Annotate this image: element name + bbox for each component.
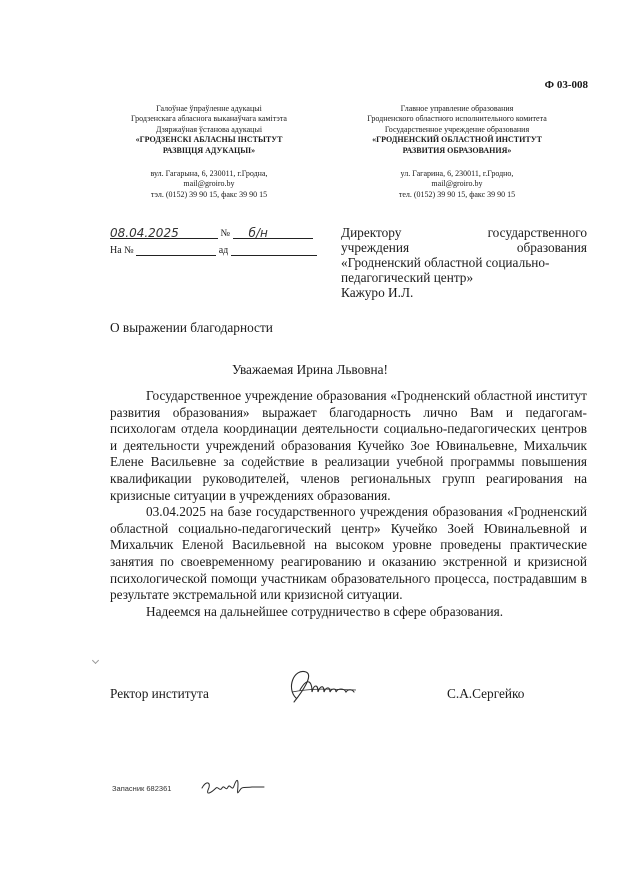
form-code: Ф 03-008 bbox=[544, 79, 588, 91]
header-right-line1: Главное управление образования bbox=[400, 104, 514, 113]
address-right bbox=[342, 169, 572, 200]
recipient-block bbox=[341, 225, 587, 300]
footer-note: Запасник 682361 bbox=[112, 784, 172, 793]
address-left bbox=[94, 169, 324, 200]
signatory-role: Ректор института bbox=[110, 686, 209, 701]
address-right-phone: тел. (0152) 39 90 15, факс 39 90 15 bbox=[398, 189, 516, 199]
body-paragraph-1: Государственное учреждение образования «Гродненский областной институт развития образования» выражает благодарность лично Вам и педагогам-психологам отдела координации деятельности социально-педагогических центров и деятельности учреждений образования Кучейко Зое Ювинальевне, Михальчик Елене Васильевне за содействие в реализации учебной программы повышения квалификации руководителей, членов региональных групп реагирования на кризисные ситуации в учреждениях образования. bbox=[110, 388, 587, 503]
registration-line-incoming bbox=[110, 243, 317, 256]
recipient-line5: Кажуро И.Л. bbox=[341, 285, 414, 300]
incoming-date-field bbox=[231, 243, 317, 256]
letter-body bbox=[110, 388, 587, 620]
header-left-line4: «ГРОДЗЕНСКІ АБЛАСНЫ ІНСТЫТУТ bbox=[135, 135, 283, 145]
letter-greeting: Уважаемая Ирина Львовна! bbox=[232, 362, 388, 377]
recipient-line1: Директору государственного bbox=[341, 225, 587, 240]
header-left-line5: РАЗВІЦЦЯ АДУКАЦЫІ» bbox=[162, 145, 256, 155]
address-right-line1: ул. Гагарина, 6, 230011, г.Гродно, bbox=[400, 169, 514, 178]
header-left bbox=[94, 104, 324, 156]
registration-line-outgoing bbox=[110, 226, 313, 239]
address-left-line1: вул. Гагарына, 6, 230011, г.Гродна, bbox=[150, 169, 268, 178]
header-right-line2: Гродненского областного исполнительного комитета bbox=[367, 114, 547, 124]
header-left-line1: Галоўнае ўпраўленне адукацыі bbox=[156, 104, 262, 113]
body-paragraph-2: 03.04.2025 на базе государственного учреждения образования «Гродненский областной социально-педагогический центр» Кучейко Зоей Ювинальевной и Михальчик Еленой Васильевной на высоком уровне проведены практические занятия по своевременному реагированию и оказанию экстренной и кризисной психологической помощи участникам образовательного процесса, пострадавшим в результате экстремальной или кризисной ситуации. bbox=[110, 504, 587, 603]
registration-no-label: № bbox=[220, 228, 231, 239]
registration-number: б/н bbox=[248, 226, 268, 240]
recipient-line4: педагогический центр» bbox=[341, 270, 474, 285]
header-left-line2: Гродзенскага абласнога выканаўчага камітэта bbox=[131, 114, 287, 124]
recipient-line3: «Гродненский областной социально- bbox=[341, 255, 550, 270]
body-paragraph-3: Надеемся на дальнейшее сотрудничество в сфере образования. bbox=[146, 603, 504, 619]
header-left-line3: Дзяржаўная ўстанова адукацыі bbox=[155, 124, 263, 134]
incoming-number-field bbox=[136, 243, 216, 256]
address-left-email: mail@groiro.by bbox=[183, 179, 235, 189]
header-right-line4: «ГРОДНЕНСКИЙ ОБЛАСТНОЙ ИНСТИТУТ bbox=[372, 135, 542, 145]
registration-on-label: На № bbox=[110, 245, 134, 256]
handwritten-signature bbox=[282, 662, 362, 710]
signatory-name: С.А.Сергейко bbox=[447, 686, 525, 701]
margin-mark bbox=[92, 657, 99, 664]
header-right-line3: Государственное учреждение образования bbox=[384, 124, 530, 134]
address-left-phone: тэл. (0152) 39 90 15, факс 39 90 15 bbox=[150, 189, 268, 199]
letter-subject: О выражении благодарности bbox=[110, 320, 273, 335]
registration-date: 08.04.2025 bbox=[110, 226, 179, 240]
header-right-line5: РАЗВИТИЯ ОБРАЗОВАНИЯ» bbox=[402, 145, 512, 155]
registration-date-field bbox=[110, 226, 218, 239]
recipient-line2: учреждения образования bbox=[341, 240, 587, 255]
address-right-email: mail@groiro.by bbox=[431, 179, 483, 189]
registration-from-label: ад bbox=[218, 245, 229, 256]
footer-handwritten-initials bbox=[200, 774, 266, 802]
registration-number-field bbox=[233, 226, 313, 239]
header-right bbox=[342, 104, 572, 156]
